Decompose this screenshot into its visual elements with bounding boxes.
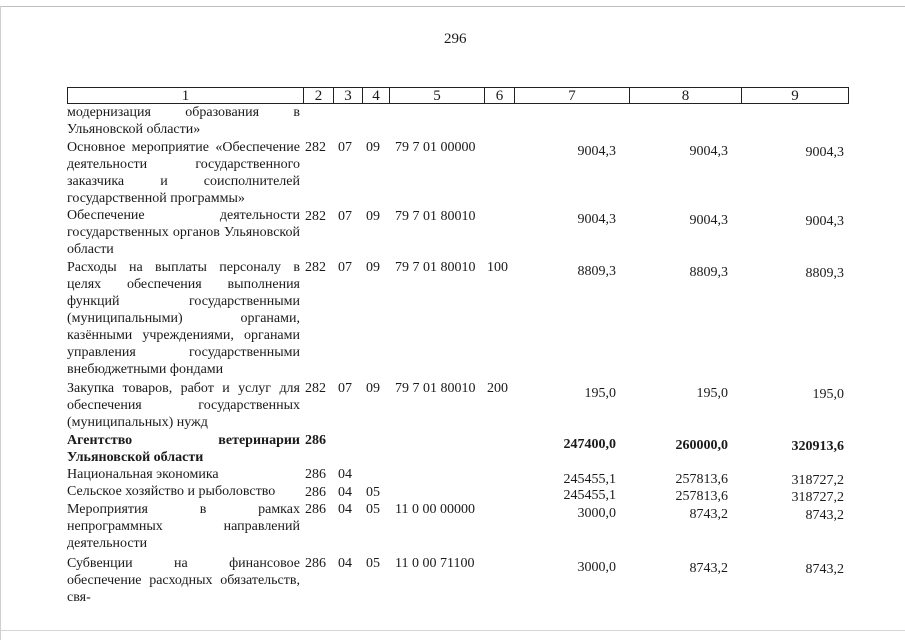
row-value-7: 9004,3 <box>577 144 616 159</box>
row-value-7: 245455,1 <box>563 472 616 487</box>
row-value-8: 9004,3 <box>689 144 728 159</box>
row-code-section: 07 <box>338 260 352 275</box>
row-value-9: 8809,3 <box>805 266 844 281</box>
row-value-7: 8809,3 <box>577 264 616 279</box>
row-value-8: 9004,3 <box>689 213 728 228</box>
row-name: Основное мероприятие «Обеспечение деятельности государственного заказчика и соисполнителей государственной программы» <box>67 140 300 206</box>
row-name: Сельское хозяйство и рыболовство <box>67 484 276 499</box>
page-frame-left <box>0 6 1 640</box>
row-value-7: 245455,1 <box>563 488 616 503</box>
row-code-target: 79 7 01 80010 <box>395 381 476 396</box>
row-code-section: 04 <box>338 467 352 482</box>
row-value-8: 260000,0 <box>675 438 728 453</box>
row-code-subsection: 09 <box>366 140 380 155</box>
row-value-9: 318727,2 <box>791 473 844 488</box>
row-code-subsection: 09 <box>366 260 380 275</box>
row-name: модернизация образования в Ульяновской области» <box>67 105 300 137</box>
row-value-8: 257813,6 <box>675 472 728 487</box>
row-code-ministry: 286 <box>305 556 326 571</box>
row-name: Субвенции на финансовое обеспечение расходных обязательств, свя- <box>67 556 300 605</box>
row-code-ministry: 282 <box>305 260 326 275</box>
row-code-subsection: 09 <box>366 381 380 396</box>
row-code-section: 07 <box>338 209 352 224</box>
row-value-8: 257813,6 <box>675 489 728 504</box>
header-col-7: 7 <box>514 87 629 104</box>
scan-edge-line <box>0 630 905 631</box>
row-name: Расходы на выплаты персоналу в целях обеспечения выполнения функций государственными (муниципальными) органами, казёнными учреждениями, органами управления государственными внебюджетными фондами <box>67 260 300 377</box>
header-col-1: 1 <box>67 87 303 104</box>
row-value-9: 195,0 <box>812 387 844 402</box>
row-name: Национальная экономика <box>67 467 219 482</box>
row-code-ministry: 286 <box>305 502 326 517</box>
row-name: Мероприятия в рамках непрограммных направлений деятельности <box>67 502 300 551</box>
row-code-target: 79 7 01 00000 <box>395 140 476 155</box>
row-code-target: 79 7 01 80010 <box>395 209 476 224</box>
row-value-9: 320913,6 <box>791 439 844 454</box>
row-value-7: 195,0 <box>584 386 616 401</box>
header-col-4: 4 <box>362 87 389 104</box>
row-code-subsection: 05 <box>366 556 380 571</box>
page-number: 296 <box>444 31 467 47</box>
row-name: Агентство ветеринарии Ульяновской области <box>67 433 300 465</box>
row-code-section: 07 <box>338 140 352 155</box>
row-value-8: 8809,3 <box>689 265 728 280</box>
row-value-9: 9004,3 <box>805 145 844 160</box>
row-code-section: 04 <box>338 485 352 500</box>
row-code-expense-type: 100 <box>487 260 508 275</box>
row-value-7: 3000,0 <box>577 560 616 575</box>
row-value-7: 3000,0 <box>577 506 616 521</box>
row-code-target: 79 7 01 80010 <box>395 260 476 275</box>
row-code-subsection: 05 <box>366 485 380 500</box>
page-frame-top <box>0 6 905 7</box>
row-value-9: 318727,2 <box>791 490 844 505</box>
row-code-ministry: 282 <box>305 209 326 224</box>
row-code-ministry: 286 <box>305 433 326 448</box>
row-value-8: 8743,2 <box>689 507 728 522</box>
row-code-ministry: 282 <box>305 381 326 396</box>
row-code-subsection: 09 <box>366 209 380 224</box>
header-col-8: 8 <box>629 87 741 104</box>
header-col-3: 3 <box>333 87 362 104</box>
header-col-2: 2 <box>303 87 333 104</box>
row-name: Обеспечение деятельности государственных органов Ульяновской области <box>67 208 300 257</box>
row-code-section: 07 <box>338 381 352 396</box>
row-value-7: 9004,3 <box>577 212 616 227</box>
row-code-section: 04 <box>338 556 352 571</box>
row-code-subsection: 05 <box>366 502 380 517</box>
row-code-expense-type: 200 <box>487 381 508 396</box>
row-code-target: 11 0 00 71100 <box>395 556 475 571</box>
row-code-section: 04 <box>338 502 352 517</box>
row-code-ministry: 286 <box>305 485 326 500</box>
header-col-9: 9 <box>741 87 849 104</box>
row-value-9: 8743,2 <box>805 508 844 523</box>
row-value-7: 247400,0 <box>563 437 616 452</box>
row-value-9: 8743,2 <box>805 562 844 577</box>
row-name: Закупка товаров, работ и услуг для обеспечения государственных (муниципальных) нужд <box>67 381 300 430</box>
row-value-8: 8743,2 <box>689 561 728 576</box>
header-col-5: 5 <box>389 87 484 104</box>
row-code-ministry: 282 <box>305 140 326 155</box>
row-value-8: 195,0 <box>696 386 728 401</box>
row-code-ministry: 286 <box>305 467 326 482</box>
row-code-target: 11 0 00 00000 <box>395 502 475 517</box>
header-col-6: 6 <box>484 87 514 104</box>
row-value-9: 9004,3 <box>805 214 844 229</box>
